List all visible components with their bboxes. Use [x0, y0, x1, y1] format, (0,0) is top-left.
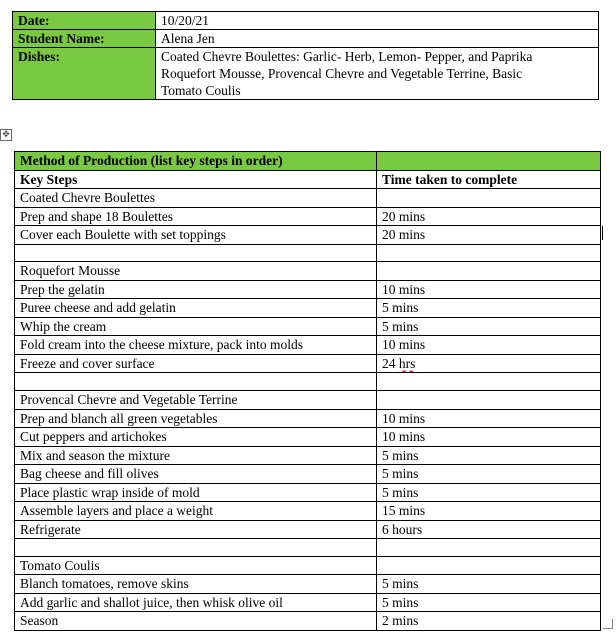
time-cell[interactable]	[377, 539, 601, 557]
time-cell[interactable]	[377, 556, 601, 575]
time-cell[interactable]: 5 mins	[377, 575, 601, 594]
table-row	[15, 299, 601, 318]
time-cell[interactable]: 15 mins	[377, 502, 601, 521]
dishes-line: Coated Chevre Boulettes: Garlic- Herb, Lemon- Pepper, and Paprika	[161, 49, 533, 64]
time-cell[interactable]: 20 mins	[377, 207, 601, 226]
step-cell[interactable]: Refrigerate	[15, 520, 377, 539]
table-row	[15, 226, 601, 245]
table-row	[15, 391, 601, 410]
time-cell[interactable]: 5 mins	[377, 593, 601, 612]
time-cell[interactable]: 10 mins	[377, 428, 601, 447]
spelling-error-word[interactable]: hrs	[398, 355, 416, 371]
time-header: Time taken to complete	[377, 170, 601, 189]
time-cell[interactable]: 10 mins	[377, 409, 601, 428]
time-cell[interactable]	[377, 354, 601, 373]
table-row	[15, 556, 601, 575]
date-value[interactable]: 10/20/21	[156, 12, 599, 30]
production-table	[14, 151, 601, 631]
time-cell[interactable]: 20 mins	[377, 226, 601, 245]
step-cell[interactable]: Whip the cream	[15, 317, 377, 336]
step-cell[interactable]: Prep and blanch all green vegetables	[15, 409, 377, 428]
time-cell[interactable]	[377, 373, 601, 391]
step-cell[interactable]: Puree cheese and add gelatin	[15, 299, 377, 318]
table-row	[15, 189, 601, 208]
table-move-handle-icon[interactable]: ✥	[0, 129, 12, 141]
table-row	[15, 280, 601, 299]
table-row	[15, 520, 601, 539]
student-label: Student Name:	[13, 30, 156, 48]
step-cell[interactable]: Fold cream into the cheese mixture, pack into molds	[15, 336, 377, 355]
date-row	[13, 12, 599, 30]
dishes-value[interactable]	[156, 48, 599, 100]
time-cell[interactable]	[377, 189, 601, 208]
table-row	[15, 336, 601, 355]
table-row	[15, 262, 601, 281]
table-row	[15, 612, 601, 631]
step-cell[interactable]: Assemble layers and place a weight	[15, 502, 377, 521]
table-row	[15, 593, 601, 612]
dishes-row	[13, 48, 599, 100]
time-cell[interactable]: 5 mins	[377, 446, 601, 465]
step-cell[interactable]: Coated Chevre Boulettes	[15, 189, 377, 208]
time-cell[interactable]: 2 mins	[377, 612, 601, 631]
production-title: Method of Production (list key steps in order)	[15, 152, 377, 171]
student-row	[13, 30, 599, 48]
step-cell[interactable]: Blanch tomatoes, remove skins	[15, 575, 377, 594]
step-cell[interactable]	[15, 539, 377, 557]
table-row	[15, 465, 601, 484]
production-title-row	[15, 152, 601, 171]
table-row	[15, 317, 601, 336]
table-row	[15, 428, 601, 447]
header-table	[12, 11, 599, 100]
table-row	[15, 502, 601, 521]
step-cell[interactable]: Place plastic wrap inside of mold	[15, 483, 377, 502]
dishes-label: Dishes:	[13, 48, 156, 100]
time-number: 24	[382, 355, 399, 371]
table-row	[15, 446, 601, 465]
table-row	[15, 539, 601, 557]
table-row	[15, 373, 601, 391]
step-cell[interactable]: Tomato Coulis	[15, 556, 377, 575]
table-row	[15, 575, 601, 594]
time-cell[interactable]: 5 mins	[377, 465, 601, 484]
step-cell[interactable]	[15, 373, 377, 391]
column-header-row	[15, 170, 601, 189]
step-cell[interactable]	[15, 244, 377, 262]
step-cell[interactable]: Roquefort Mousse	[15, 262, 377, 281]
step-cell[interactable]: Season	[15, 612, 377, 631]
time-cell[interactable]: 5 mins	[377, 483, 601, 502]
step-cell[interactable]: Prep and shape 18 Boulettes	[15, 207, 377, 226]
table-row	[15, 483, 601, 502]
time-cell[interactable]	[377, 244, 601, 262]
time-cell[interactable]: 10 mins	[377, 336, 601, 355]
step-cell[interactable]: Cut peppers and artichokes	[15, 428, 377, 447]
student-value[interactable]: Alena Jen	[156, 30, 599, 48]
time-cell[interactable]: 5 mins	[377, 317, 601, 336]
time-cell[interactable]	[377, 391, 601, 410]
production-title-blank	[377, 152, 601, 171]
step-cell[interactable]: Bag cheese and fill olives	[15, 465, 377, 484]
step-cell[interactable]: Cover each Boulette with set toppings	[15, 226, 377, 245]
step-cell[interactable]: Prep the gelatin	[15, 280, 377, 299]
table-resize-handle-icon[interactable]	[603, 619, 613, 629]
time-cell[interactable]: 6 hours	[377, 520, 601, 539]
table-row	[15, 354, 601, 373]
table-row	[15, 409, 601, 428]
step-cell[interactable]: Mix and season the mixture	[15, 446, 377, 465]
time-cell[interactable]	[377, 262, 601, 281]
time-cell[interactable]: 5 mins	[377, 299, 601, 318]
table-row	[15, 207, 601, 226]
time-cell[interactable]: 10 mins	[377, 280, 601, 299]
text-cursor	[602, 226, 603, 240]
date-label: Date:	[13, 12, 156, 30]
table-row	[15, 244, 601, 262]
dishes-line: Roquefort Mousse, Provencal Chevre and Vegetable Terrine, Basic	[161, 66, 523, 81]
key-steps-header: Key Steps	[15, 170, 377, 189]
step-cell[interactable]: Freeze and cover surface	[15, 354, 377, 373]
step-cell[interactable]: Provencal Chevre and Vegetable Terrine	[15, 391, 377, 410]
dishes-line: Tomato Coulis	[161, 83, 241, 98]
step-cell[interactable]: Add garlic and shallot juice, then whisk olive oil	[15, 593, 377, 612]
